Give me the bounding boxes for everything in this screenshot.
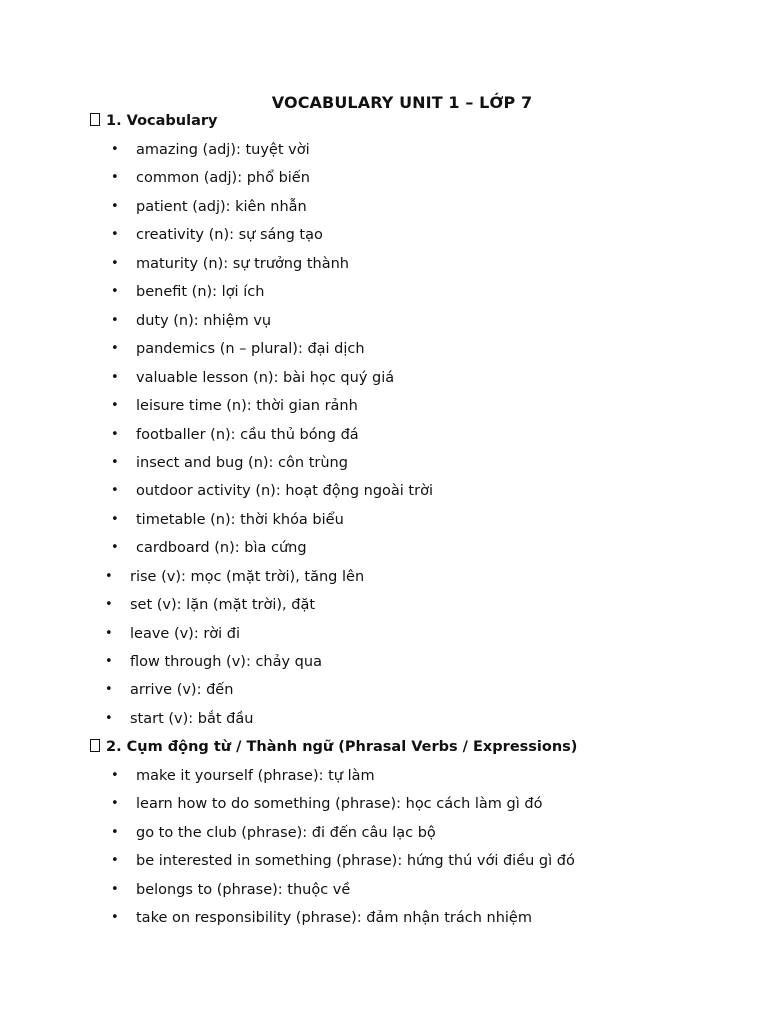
missing-glyph-box-icon xyxy=(90,739,100,752)
list-item-text: start (v): bắt đầu xyxy=(130,711,254,727)
section-heading-text: 2. Cụm động từ / Thành ngữ (Phrasal Verbs / Expressions) xyxy=(106,739,578,755)
list-item-text: make it yourself (phrase): tự làm xyxy=(136,768,375,784)
list-item xyxy=(111,368,395,388)
list-item-text: insect and bug (n): côn trùng xyxy=(136,455,348,471)
list-item xyxy=(111,481,433,501)
list-item-text: learn how to do something (phrase): học cách làm gì đó xyxy=(136,796,543,812)
bullet-icon: • xyxy=(111,284,119,299)
list-item xyxy=(111,282,265,302)
list-item xyxy=(105,567,365,587)
bullet-icon: • xyxy=(105,597,113,612)
list-item xyxy=(105,652,322,672)
bullet-icon: • xyxy=(111,853,119,868)
list-item xyxy=(111,339,365,359)
bullet-icon: • xyxy=(111,882,119,897)
bullet-icon: • xyxy=(105,654,113,669)
bullet-icon: • xyxy=(111,370,119,385)
page-title: VOCABULARY UNIT 1 – LỚP 7 xyxy=(271,93,533,112)
list-item-text: pandemics (n – plural): đại dịch xyxy=(136,341,365,357)
list-item xyxy=(105,709,254,729)
bullet-icon: • xyxy=(111,825,119,840)
list-item xyxy=(111,140,310,160)
list-item-text: patient (adj): kiên nhẫn xyxy=(136,199,307,215)
list-item xyxy=(111,766,375,786)
list-item-text: footballer (n): cầu thủ bóng đá xyxy=(136,427,359,443)
list-item xyxy=(111,225,323,245)
list-item-text: go to the club (phrase): đi đến câu lạc bộ xyxy=(136,825,436,841)
list-item-text: maturity (n): sự trưởng thành xyxy=(136,256,349,272)
list-item xyxy=(111,254,349,274)
list-item xyxy=(111,453,348,473)
list-item-text: leisure time (n): thời gian rảnh xyxy=(136,398,358,414)
bullet-icon: • xyxy=(111,768,119,783)
list-item-text: be interested in something (phrase): hứng thú với điều gì đó xyxy=(136,853,575,869)
bullet-icon: • xyxy=(111,427,119,442)
list-item-text: leave (v): rời đi xyxy=(130,626,241,642)
list-item-text: flow through (v): chảy qua xyxy=(130,654,322,670)
list-item xyxy=(111,823,436,843)
bullet-icon: • xyxy=(111,540,119,555)
bullet-icon: • xyxy=(111,483,119,498)
list-item-text: take on responsibility (phrase): đảm nhận trách nhiệm xyxy=(136,910,532,926)
list-item-text: common (adj): phổ biến xyxy=(136,170,310,186)
list-item xyxy=(111,851,575,871)
bullet-icon: • xyxy=(111,398,119,413)
list-item xyxy=(111,425,359,445)
bullet-icon: • xyxy=(111,910,119,925)
bullet-icon: • xyxy=(111,512,119,527)
missing-glyph-box-icon xyxy=(90,113,100,126)
bullet-icon: • xyxy=(105,711,113,726)
bullet-icon: • xyxy=(111,313,119,328)
bullet-icon: • xyxy=(105,569,113,584)
list-item xyxy=(111,794,543,814)
section-heading-phrasal-verbs xyxy=(90,737,577,757)
bullet-icon: • xyxy=(111,199,119,214)
section-heading-vocabulary xyxy=(90,111,217,131)
list-item xyxy=(111,510,344,530)
list-item xyxy=(111,396,358,416)
list-item xyxy=(111,168,310,188)
list-item xyxy=(105,624,241,644)
list-item xyxy=(111,908,532,928)
list-item-text: cardboard (n): bìa cứng xyxy=(136,540,307,556)
list-item xyxy=(111,538,307,558)
list-item-text: timetable (n): thời khóa biểu xyxy=(136,512,344,528)
list-item-text: benefit (n): lợi ích xyxy=(136,284,265,300)
bullet-icon: • xyxy=(111,170,119,185)
list-item xyxy=(111,197,307,217)
list-item xyxy=(105,680,234,700)
bullet-icon: • xyxy=(111,256,119,271)
bullet-icon: • xyxy=(111,227,119,242)
list-item-text: valuable lesson (n): bài học quý giá xyxy=(136,370,395,386)
bullet-icon: • xyxy=(105,682,113,697)
bullet-icon: • xyxy=(111,341,119,356)
list-item-text: arrive (v): đến xyxy=(130,682,234,698)
list-item-text: set (v): lặn (mặt trời), đặt xyxy=(130,597,316,613)
section-heading-text: 1. Vocabulary xyxy=(106,113,218,129)
bullet-icon: • xyxy=(111,796,119,811)
list-item-text: outdoor activity (n): hoạt động ngoài trời xyxy=(136,483,433,499)
list-item xyxy=(111,880,351,900)
bullet-icon: • xyxy=(111,455,119,470)
list-item xyxy=(111,311,272,331)
list-item-text: amazing (adj): tuyệt vời xyxy=(136,142,310,158)
list-item xyxy=(105,595,316,615)
bullet-icon: • xyxy=(105,626,113,641)
list-item-text: duty (n): nhiệm vụ xyxy=(136,313,272,329)
list-item-text: belongs to (phrase): thuộc về xyxy=(136,882,351,898)
list-item-text: rise (v): mọc (mặt trời), tăng lên xyxy=(130,569,365,585)
bullet-icon: • xyxy=(111,142,119,157)
list-item-text: creativity (n): sự sáng tạo xyxy=(136,227,323,243)
